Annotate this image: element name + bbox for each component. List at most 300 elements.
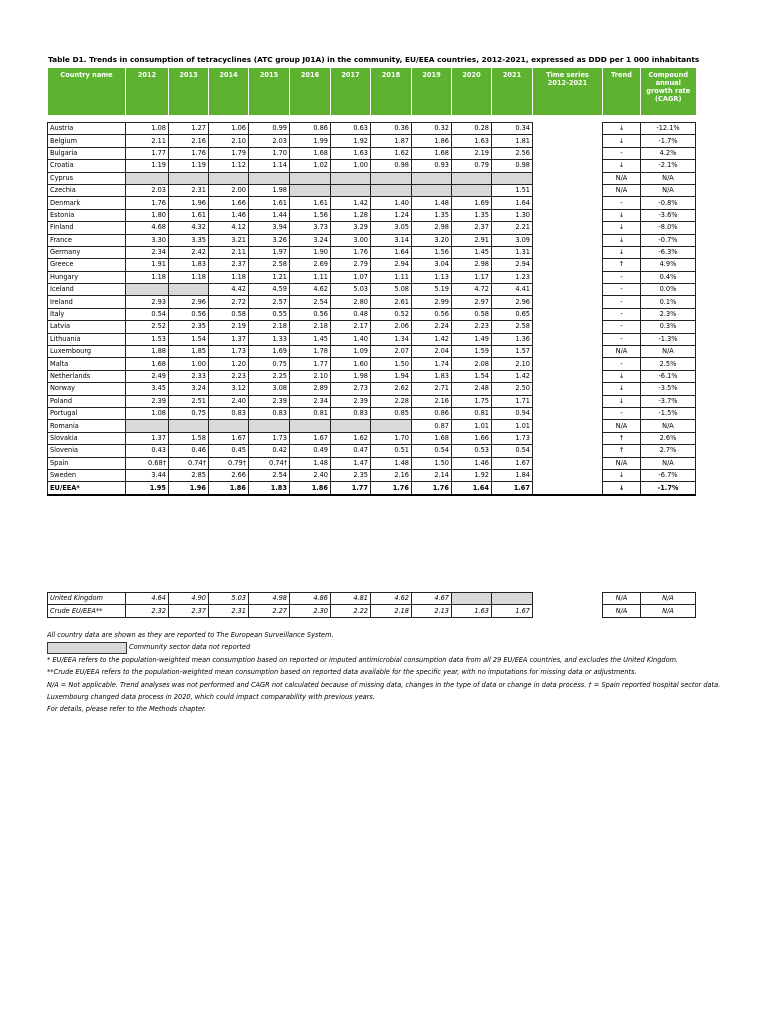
value-cell: 0.52: [371, 308, 412, 320]
value-cell: 4.12: [209, 222, 249, 234]
value-cell: 0.74†: [249, 457, 290, 469]
value-cell: 2.98: [452, 259, 492, 271]
cagr-cell: -3.5%: [641, 383, 696, 395]
table-row: [48, 296, 696, 308]
value-cell: 4.72: [452, 284, 492, 296]
time-series-cell: [533, 284, 603, 296]
value-cell: 1.23: [492, 271, 533, 283]
value-cell: 1.58: [169, 432, 209, 444]
value-cell: 1.64: [492, 197, 533, 209]
value-cell: 2.10: [492, 358, 533, 370]
table-row: [48, 432, 696, 444]
legend-grey-swatch: [47, 642, 127, 654]
value-cell: 3.24: [290, 234, 331, 246]
time-series-cell: [533, 209, 603, 221]
value-cell: 5.19: [412, 284, 452, 296]
value-cell: 3.73: [290, 222, 331, 234]
header-year: 2016: [290, 68, 331, 115]
value-cell: [209, 420, 249, 432]
value-cell: 0.48: [331, 308, 371, 320]
trend-cell: ↓: [603, 383, 641, 395]
time-series-cell: [533, 308, 603, 320]
country-cell: Italy: [48, 308, 126, 320]
supplementary-table: [47, 592, 696, 618]
time-series-cell: [533, 482, 603, 495]
value-cell: 1.67: [492, 482, 533, 495]
value-cell: 2.37: [169, 605, 209, 617]
value-cell: 1.48: [371, 457, 412, 469]
value-cell: [169, 284, 209, 296]
trend-cell: -: [603, 296, 641, 308]
value-cell: 2.37: [209, 259, 249, 271]
value-cell: 4.62: [290, 284, 331, 296]
table-title: Table D1. Trends in consumption of tetracyclines (ATC group J01A) in the community, EU/EEA countries, 2012-2021, expressed as DDD per 1 000 inhabitants: [48, 55, 700, 64]
value-cell: 2.62: [371, 383, 412, 395]
value-cell: 2.34: [126, 246, 169, 258]
time-series-cell: [533, 259, 603, 271]
value-cell: 1.11: [290, 271, 331, 283]
value-cell: 1.14: [249, 160, 290, 172]
value-cell: 0.93: [412, 160, 452, 172]
trend-cell: ↑: [603, 432, 641, 444]
value-cell: 0.58: [209, 308, 249, 320]
value-cell: 2.23: [209, 370, 249, 382]
value-cell: 4.62: [371, 593, 412, 605]
header-row: [48, 68, 696, 115]
value-cell: 0.68†: [126, 457, 169, 469]
spacer-row: [48, 115, 696, 123]
cagr-cell: 0.4%: [641, 271, 696, 283]
value-cell: 0.42: [249, 445, 290, 457]
table-row: [48, 469, 696, 481]
value-cell: [249, 420, 290, 432]
value-cell: 1.84: [492, 469, 533, 481]
value-cell: 2.10: [290, 370, 331, 382]
trend-cell: ↓: [603, 395, 641, 407]
time-series-cell: [533, 321, 603, 333]
cagr-cell: 0.3%: [641, 321, 696, 333]
header-trend: Trend: [603, 68, 641, 115]
trend-cell: ↓: [603, 234, 641, 246]
value-cell: 5.03: [209, 593, 249, 605]
value-cell: 5.03: [331, 284, 371, 296]
header-year: 2017: [331, 68, 371, 115]
value-cell: 1.96: [169, 197, 209, 209]
country-cell: Belgium: [48, 135, 126, 147]
value-cell: 1.62: [331, 432, 371, 444]
cagr-cell: 2.3%: [641, 308, 696, 320]
country-cell: Croatia: [48, 160, 126, 172]
value-cell: 2.10: [209, 135, 249, 147]
value-cell: 2.30: [290, 605, 331, 617]
value-cell: 2.28: [371, 395, 412, 407]
value-cell: 1.40: [331, 333, 371, 345]
cagr-cell: N/A: [641, 457, 696, 469]
value-cell: 0.87: [412, 420, 452, 432]
value-cell: 0.83: [249, 407, 290, 419]
country-cell: Bulgaria: [48, 147, 126, 159]
value-cell: [452, 172, 492, 184]
trend-cell: -: [603, 197, 641, 209]
value-cell: 2.24: [412, 321, 452, 333]
value-cell: 1.99: [290, 135, 331, 147]
value-cell: 1.35: [412, 209, 452, 221]
cagr-cell: -1.7%: [641, 135, 696, 147]
value-cell: [452, 593, 492, 605]
value-cell: 4.67: [412, 593, 452, 605]
time-series-cell: [533, 593, 603, 605]
value-cell: 5.08: [371, 284, 412, 296]
table-row: [48, 593, 696, 605]
value-cell: 2.35: [169, 321, 209, 333]
value-cell: [126, 172, 169, 184]
value-cell: 1.98: [331, 370, 371, 382]
value-cell: 2.31: [169, 184, 209, 196]
value-cell: 3.14: [371, 234, 412, 246]
value-cell: 3.05: [371, 222, 412, 234]
value-cell: 1.77: [331, 482, 371, 495]
value-cell: 2.40: [209, 395, 249, 407]
table-body: [48, 115, 696, 495]
value-cell: 2.93: [126, 296, 169, 308]
time-series-cell: [533, 197, 603, 209]
value-cell: 2.54: [290, 296, 331, 308]
value-cell: 0.54: [126, 308, 169, 320]
value-cell: 1.33: [249, 333, 290, 345]
value-cell: 1.61: [249, 197, 290, 209]
country-cell: Finland: [48, 222, 126, 234]
value-cell: 1.50: [412, 457, 452, 469]
value-cell: 1.46: [209, 209, 249, 221]
country-cell: Sweden: [48, 469, 126, 481]
value-cell: 4.68: [126, 222, 169, 234]
value-cell: 0.83: [331, 407, 371, 419]
value-cell: 1.11: [371, 271, 412, 283]
value-cell: 1.69: [452, 197, 492, 209]
time-series-cell: [533, 123, 603, 135]
country-cell: Netherlands: [48, 370, 126, 382]
header-year: 2021: [492, 68, 533, 115]
value-cell: 3.26: [249, 234, 290, 246]
value-cell: 1.98: [249, 184, 290, 196]
value-cell: 0.83: [209, 407, 249, 419]
value-cell: 1.13: [412, 271, 452, 283]
value-cell: 1.18: [209, 271, 249, 283]
cagr-cell: -6.3%: [641, 246, 696, 258]
value-cell: 1.30: [492, 209, 533, 221]
value-cell: 1.67: [492, 605, 533, 617]
value-cell: 1.60: [331, 358, 371, 370]
value-cell: 2.00: [209, 184, 249, 196]
country-cell: Portugal: [48, 407, 126, 419]
header-year: 2013: [169, 68, 209, 115]
value-cell: 1.88: [126, 346, 169, 358]
value-cell: 1.28: [331, 209, 371, 221]
value-cell: [290, 172, 331, 184]
time-series-cell: [533, 383, 603, 395]
trend-cell: ↓: [603, 482, 641, 495]
value-cell: 2.71: [412, 383, 452, 395]
value-cell: 3.24: [169, 383, 209, 395]
header-year: 2015: [249, 68, 290, 115]
value-cell: [169, 172, 209, 184]
value-cell: 3.12: [209, 383, 249, 395]
trend-cell: N/A: [603, 346, 641, 358]
country-cell: Hungary: [48, 271, 126, 283]
value-cell: 1.97: [249, 246, 290, 258]
value-cell: 2.39: [126, 395, 169, 407]
table-row: [48, 234, 696, 246]
table-row: [48, 246, 696, 258]
value-cell: 1.90: [290, 246, 331, 258]
country-cell: Crude EU/EEA**: [48, 605, 126, 617]
value-cell: [290, 420, 331, 432]
time-series-cell: [533, 160, 603, 172]
table-row: [48, 184, 696, 196]
value-cell: 0.98: [492, 160, 533, 172]
value-cell: 1.70: [249, 147, 290, 159]
table-row: [48, 271, 696, 283]
country-cell: Malta: [48, 358, 126, 370]
value-cell: [290, 184, 331, 196]
value-cell: 2.99: [412, 296, 452, 308]
value-cell: 1.56: [290, 209, 331, 221]
value-cell: [169, 420, 209, 432]
value-cell: 2.19: [209, 321, 249, 333]
value-cell: 3.94: [249, 222, 290, 234]
value-cell: 0.32: [412, 123, 452, 135]
value-cell: 1.66: [209, 197, 249, 209]
value-cell: 1.18: [169, 271, 209, 283]
value-cell: 1.56: [412, 246, 452, 258]
value-cell: 4.64: [126, 593, 169, 605]
value-cell: 3.45: [126, 383, 169, 395]
cagr-cell: -12.1%: [641, 123, 696, 135]
cagr-cell: N/A: [641, 420, 696, 432]
cagr-cell: 2.5%: [641, 358, 696, 370]
country-cell: Cyprus: [48, 172, 126, 184]
value-cell: 1.77: [290, 358, 331, 370]
value-cell: 1.66: [452, 432, 492, 444]
value-cell: 2.96: [492, 296, 533, 308]
value-cell: 2.11: [126, 135, 169, 147]
value-cell: 1.68: [126, 358, 169, 370]
table-row: [48, 457, 696, 469]
value-cell: 1.76: [412, 482, 452, 495]
value-cell: 4.81: [331, 593, 371, 605]
trend-cell: ↓: [603, 246, 641, 258]
table-row: [48, 358, 696, 370]
value-cell: 1.83: [169, 259, 209, 271]
value-cell: 2.16: [371, 469, 412, 481]
value-cell: 2.16: [169, 135, 209, 147]
value-cell: 1.48: [412, 197, 452, 209]
country-cell: Greece: [48, 259, 126, 271]
value-cell: 0.58: [452, 308, 492, 320]
value-cell: 2.91: [452, 234, 492, 246]
value-cell: 1.73: [249, 432, 290, 444]
total-row: [48, 482, 696, 495]
value-cell: 2.23: [452, 321, 492, 333]
value-cell: 2.48: [452, 383, 492, 395]
value-cell: 1.86: [290, 482, 331, 495]
header-year: 2020: [452, 68, 492, 115]
value-cell: [209, 172, 249, 184]
value-cell: 1.37: [126, 432, 169, 444]
value-cell: 2.57: [249, 296, 290, 308]
value-cell: 0.54: [492, 445, 533, 457]
cagr-cell: N/A: [641, 605, 696, 617]
value-cell: 1.64: [452, 482, 492, 495]
cagr-cell: 0.0%: [641, 284, 696, 296]
value-cell: 1.92: [331, 135, 371, 147]
value-cell: 4.90: [169, 593, 209, 605]
table-row: [48, 172, 696, 184]
value-cell: 2.32: [126, 605, 169, 617]
value-cell: 1.83: [412, 370, 452, 382]
value-cell: 3.21: [209, 234, 249, 246]
trend-cell: N/A: [603, 593, 641, 605]
value-cell: 3.00: [331, 234, 371, 246]
value-cell: 3.29: [331, 222, 371, 234]
value-cell: 0.51: [371, 445, 412, 457]
value-cell: 0.49: [290, 445, 331, 457]
trend-cell: N/A: [603, 184, 641, 196]
value-cell: [371, 184, 412, 196]
value-cell: 2.79: [331, 259, 371, 271]
value-cell: 2.98: [412, 222, 452, 234]
country-cell: France: [48, 234, 126, 246]
value-cell: 1.76: [169, 147, 209, 159]
time-series-cell: [533, 395, 603, 407]
trend-cell: -: [603, 308, 641, 320]
trend-cell: -: [603, 321, 641, 333]
value-cell: 3.04: [412, 259, 452, 271]
value-cell: 2.40: [290, 469, 331, 481]
value-cell: 1.57: [492, 346, 533, 358]
cagr-cell: 0.1%: [641, 296, 696, 308]
time-series-cell: [533, 457, 603, 469]
value-cell: 1.40: [371, 197, 412, 209]
footnote-reporting: All country data are shown as they are reported to The European Surveillance System.: [47, 631, 334, 639]
trend-cell: -: [603, 147, 641, 159]
value-cell: 2.73: [331, 383, 371, 395]
value-cell: 0.65: [492, 308, 533, 320]
value-cell: 1.87: [371, 135, 412, 147]
cagr-cell: -6.1%: [641, 370, 696, 382]
header-time-series: Time series 2012-2021: [533, 68, 603, 115]
header-cagr: Compound annual growth rate (CAGR): [641, 68, 696, 115]
country-cell: Norway: [48, 383, 126, 395]
trend-cell: -: [603, 407, 641, 419]
value-cell: 1.47: [331, 457, 371, 469]
value-cell: 4.86: [290, 593, 331, 605]
value-cell: 2.49: [126, 370, 169, 382]
cagr-cell: N/A: [641, 346, 696, 358]
value-cell: 1.19: [126, 160, 169, 172]
value-cell: 0.94: [492, 407, 533, 419]
value-cell: 1.07: [331, 271, 371, 283]
value-cell: 0.56: [290, 308, 331, 320]
time-series-cell: [533, 234, 603, 246]
trend-cell: -: [603, 333, 641, 345]
value-cell: 1.76: [331, 246, 371, 258]
cagr-cell: -0.8%: [641, 197, 696, 209]
value-cell: 1.73: [209, 346, 249, 358]
value-cell: 1.68: [412, 147, 452, 159]
value-cell: 1.42: [492, 370, 533, 382]
trend-cell: N/A: [603, 420, 641, 432]
table-row: [48, 135, 696, 147]
value-cell: 2.06: [371, 321, 412, 333]
footnote-na: N/A = Not applicable. Trend analyses was not performed and CAGR not calculated because of missing data, changes in the type of data or change in data process. † = Spain reported hospital sector data.: [47, 680, 721, 689]
value-cell: 1.81: [492, 135, 533, 147]
value-cell: [412, 172, 452, 184]
value-cell: [126, 420, 169, 432]
value-cell: 2.13: [412, 605, 452, 617]
time-series-cell: [533, 469, 603, 481]
time-series-cell: [533, 147, 603, 159]
country-cell: Latvia: [48, 321, 126, 333]
cagr-cell: N/A: [641, 184, 696, 196]
cagr-cell: -0.7%: [641, 234, 696, 246]
table-row: [48, 308, 696, 320]
table-row: [48, 284, 696, 296]
value-cell: [492, 593, 533, 605]
value-cell: [371, 172, 412, 184]
value-cell: 1.09: [331, 346, 371, 358]
table-row: [48, 259, 696, 271]
value-cell: [331, 420, 371, 432]
value-cell: 2.11: [209, 246, 249, 258]
value-cell: 2.27: [249, 605, 290, 617]
cagr-cell: 4.2%: [641, 147, 696, 159]
table-row: [48, 445, 696, 457]
trend-cell: N/A: [603, 457, 641, 469]
time-series-cell: [533, 445, 603, 457]
value-cell: 4.59: [249, 284, 290, 296]
value-cell: 1.20: [209, 358, 249, 370]
country-cell: Denmark: [48, 197, 126, 209]
value-cell: 2.56: [492, 147, 533, 159]
trend-cell: ↑: [603, 259, 641, 271]
value-cell: 1.12: [209, 160, 249, 172]
value-cell: 0.34: [492, 123, 533, 135]
cagr-cell: -1.5%: [641, 407, 696, 419]
value-cell: 0.86: [412, 407, 452, 419]
value-cell: 1.08: [126, 407, 169, 419]
value-cell: 1.86: [412, 135, 452, 147]
value-cell: 2.58: [492, 321, 533, 333]
value-cell: 0.98: [371, 160, 412, 172]
cagr-cell: -2.1%: [641, 160, 696, 172]
time-series-cell: [533, 407, 603, 419]
header-year: 2014: [209, 68, 249, 115]
value-cell: 1.61: [290, 197, 331, 209]
header-year: 2012: [126, 68, 169, 115]
value-cell: 2.89: [290, 383, 331, 395]
trend-cell: -: [603, 358, 641, 370]
value-cell: 1.83: [249, 482, 290, 495]
footnote-eu-eea: * EU/EEA refers to the population-weighted mean consumption based on reported or imputed antimicrobial consumption data from all 29 EU/EEA countries, and excludes the United Kingdom.: [47, 655, 679, 664]
table-row: [48, 209, 696, 221]
country-cell: Luxembourg: [48, 346, 126, 358]
trend-cell: -: [603, 271, 641, 283]
value-cell: 1.59: [452, 346, 492, 358]
value-cell: 1.76: [126, 197, 169, 209]
value-cell: 1.18: [126, 271, 169, 283]
country-cell: Germany: [48, 246, 126, 258]
